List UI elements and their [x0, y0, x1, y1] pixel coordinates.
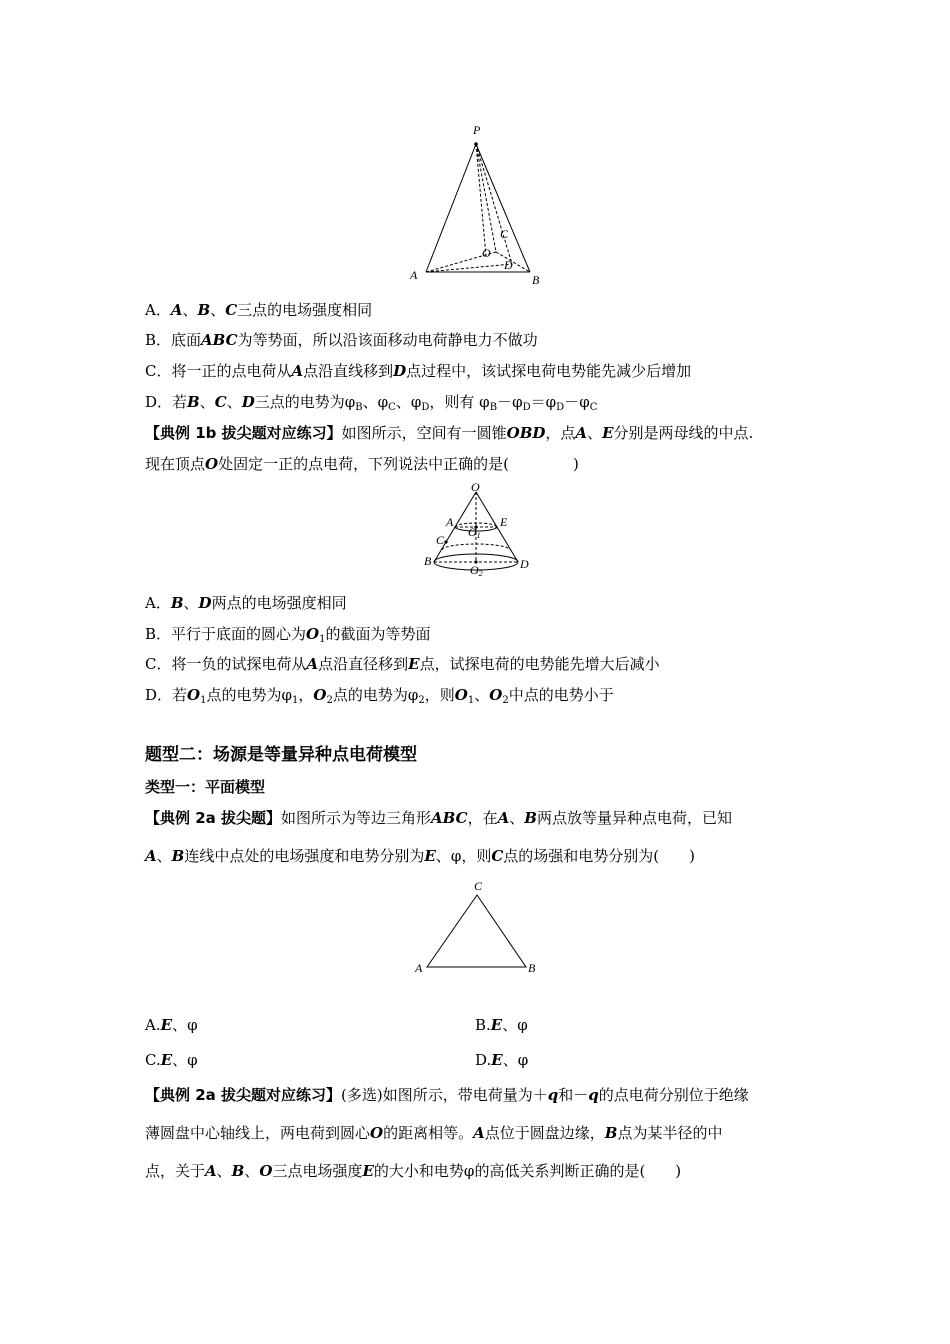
fig1-label-d: D	[504, 258, 513, 272]
q3-option-d: D.E、φ	[475, 1051, 529, 1069]
q1-option-a: A．A、B、C三点的电场强度相同	[145, 301, 373, 319]
fig3-label-b: B	[528, 961, 536, 975]
fig1-label-o: O	[482, 246, 491, 260]
fig1-label-a: A	[410, 268, 418, 282]
section-title: 题型二：场源是等量异种点电荷模型	[145, 745, 417, 765]
fig2-label-c: C	[436, 533, 445, 547]
fig2-label-e: E	[500, 515, 508, 529]
fig2-label-b: B	[424, 554, 432, 568]
q3-option-c: C.E、φ	[145, 1051, 198, 1069]
section-subtitle: 类型一：平面模型	[145, 778, 266, 796]
triangle-figure	[410, 875, 550, 980]
q1-option-d: D．若B、C、D三点的电势为$\varphi_B$、$\varphi_C$、$\varphi_D$，则有 $\varphi_B-\varphi_D=\varphi_D-\varphi_C$	[145, 393, 598, 413]
q2-option-a: A．B、D两点的电场强度相同	[145, 594, 347, 612]
fig1-label-c: C	[500, 227, 509, 241]
q1-option-c: C．将一正的点电荷从A点沿直线移到D点过程中，该试探电荷电势能先减少后增加	[145, 362, 692, 380]
q2-option-d: D．若$O_1$点的电势为$\varphi_1$，$O_2$点的电势为$\varphi_2$，则$O_1$、$O_2$中点的电势小于	[145, 686, 614, 706]
example-2a-practice-line2: 薄圆盘中心轴线上，两电荷到圆心O的距离相等。A点位于圆盘边缘，B点为某半径的中	[145, 1124, 723, 1142]
fig1-label-p: P	[473, 123, 481, 137]
fig3-label-c: C	[474, 879, 483, 893]
fig3-label-a: A	[415, 961, 423, 975]
q3-option-a: A.E、φ	[145, 1016, 198, 1034]
tetrahedron-figure	[400, 120, 560, 290]
fig2-label-d: D	[520, 557, 529, 571]
q2-option-b: B．平行于底面的圆心为$O_1$的截面为等势面	[145, 625, 431, 645]
fig2-label-a: A	[446, 515, 454, 529]
fig1-label-b: B	[532, 273, 540, 287]
example-2a-line2: A、B连线中点处的电场强度和电势分别为E、φ，则C点的场强和电势分别为( )	[145, 847, 696, 865]
example-1b-line1: 【典例 1b 拔尖题对应练习】如图所示，空间有一圆锥OBD，点A、E分别是两母线的中点.	[145, 424, 754, 442]
example-2a-line1: 【典例 2a 拔尖题】如图所示为等边三角形ABC，在A、B两点放等量异种点电荷，已知	[145, 809, 732, 827]
example-2a-practice-line1: 【典例 2a 拔尖题对应练习】(多选)如图所示，带电荷量为＋q和－q的点电荷分别位于绝缘	[145, 1086, 749, 1104]
fig2-label-o: O	[471, 480, 480, 494]
q3-option-b: B.E、φ	[475, 1016, 528, 1034]
q1-option-b: B．底面ABC为等势面，所以沿该面移动电荷静电力不做功	[145, 331, 538, 349]
fig2-label-o2: O2	[470, 563, 483, 578]
q2-option-c: C．将一负的试探电荷从A点沿直径移到E点，试探电荷的电势能先增大后减小	[145, 655, 660, 673]
example-2a-practice-line3: 点，关于A、B、O三点电场强度E的大小和电势φ的高低关系判断正确的是( )	[145, 1162, 682, 1180]
cone-figure	[420, 480, 540, 580]
fig2-label-o1: O1	[468, 525, 481, 540]
example-1b-line2: 现在顶点O处固定一正的点电荷，下列说法中正确的是( )	[145, 455, 579, 473]
